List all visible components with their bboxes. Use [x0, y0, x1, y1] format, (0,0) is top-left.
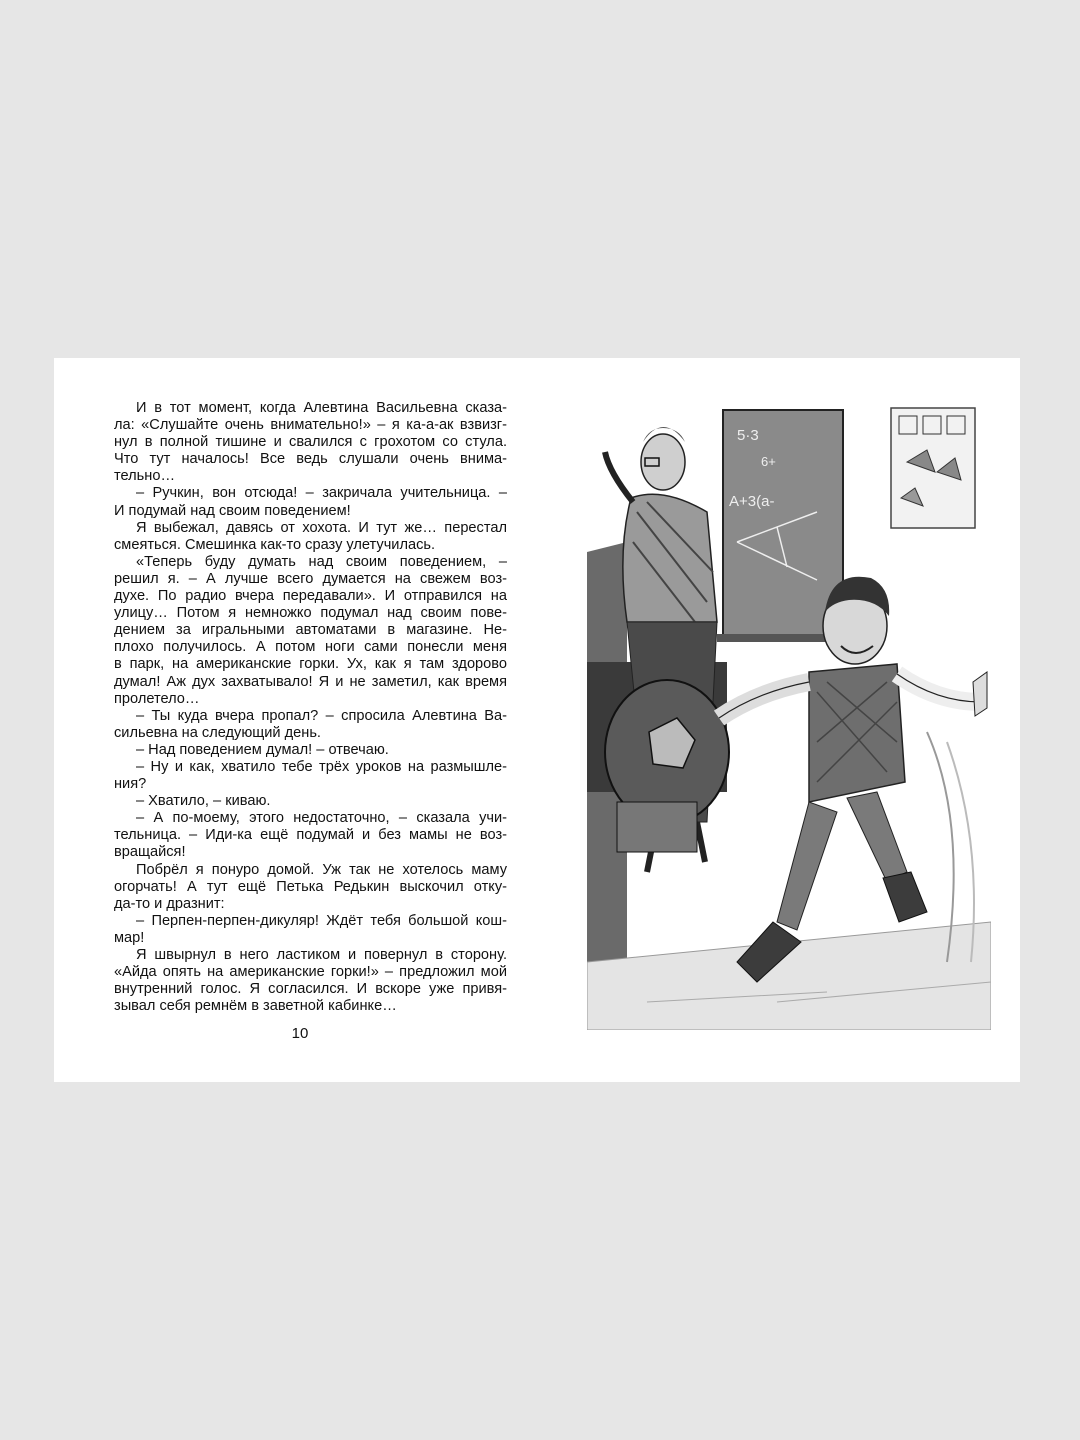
text-line: «Теперь буду думать над своим поведением, –	[136, 553, 507, 570]
wall-poster	[891, 408, 975, 528]
book-spread	[54, 358, 1020, 1082]
text-line: – Над поведением думал! – отвечаю.	[136, 741, 389, 758]
text-line: тельница. – Иди-ка ещё подумай и без мамы не воз-	[114, 827, 507, 844]
text-line: – Ручкин, вон отсюда! – закричала учительница. –	[136, 485, 507, 502]
text-line: да-то и дразнит:	[114, 895, 225, 912]
text-line: мар!	[114, 929, 145, 946]
text-line: – Ты куда вчера пропал? – спросила Алевтина Ва-	[136, 707, 507, 724]
text-line: «Айда опять на американские горки!» – предложил мой	[114, 964, 507, 981]
backpack	[605, 680, 729, 852]
text-line: – А по-моему, этого недостаточно, – сказала учи-	[136, 810, 507, 827]
chalkboard-text-2: 6+	[761, 454, 776, 469]
text-line: пролетело…	[114, 690, 200, 707]
text-line: улицу… Потом я немножко подумал над своим пове-	[114, 605, 507, 622]
text-line: И в тот момент, когда Алевтина Васильевна сказа-	[136, 400, 507, 416]
text-line: решил я. – А лучше всего думается на свежем воз-	[114, 570, 507, 587]
text-line: вращайся!	[114, 844, 186, 861]
text-line: Я выбежал, давясь от хохота. И тут же… перестал	[136, 519, 507, 536]
text-line: зывал себя ремнём в заветной кабинке…	[114, 998, 397, 1015]
chalkboard-text-1: 5·3	[737, 427, 759, 444]
text-line: Что тут началось! Все ведь слушали очень внима-	[114, 451, 507, 468]
text-line: в парк, на американские горки. Ух, как я там здорово	[114, 656, 507, 673]
text-line: думал! Аж дух захватывало! Я и не заметил, как время	[114, 673, 507, 690]
text-line: тельно…	[114, 468, 176, 485]
text-line: плохо получилось. А потом ноги сами понесли меня	[114, 639, 507, 656]
text-line: ния?	[114, 776, 147, 793]
illustration-boy-running-from-classroom	[587, 402, 991, 1030]
chalkboard-text-3: A+3(a-	[729, 493, 775, 510]
text-line: – Хватило, – киваю.	[136, 793, 271, 810]
right-page	[537, 358, 1020, 1082]
text-line: Я швырнул в него ластиком и повернул в сторону.	[136, 947, 507, 963]
page-number: 10	[291, 1025, 309, 1042]
text-line: дением за игральными автоматами в магазине. Не-	[114, 622, 507, 639]
left-page	[54, 358, 537, 1082]
text-line: огорчать! А тут ещё Петька Редькин выскочил отку-	[114, 878, 507, 895]
text-line: И подумай над своим поведением!	[114, 502, 351, 519]
text-line: – Перпен-перпен-дикуляр! Ждёт тебя большой кош-	[136, 912, 507, 929]
text-line: – Ну и как, хватило тебе трёх уроков на размышле-	[136, 758, 507, 775]
text-line: внутренний голос. Я согласился. И вскоре уже привя-	[114, 981, 507, 998]
text-line: нул в полной тишине и свалился с грохотом со стула.	[114, 434, 507, 451]
text-line: смеяться. Смешинка как-то сразу улетучилась.	[114, 536, 436, 553]
text-line: сильевна на следующий день.	[114, 724, 321, 741]
text-line: Побрёл я понуро домой. Уж так не хотелось маму	[136, 861, 507, 878]
text-line: ла: «Слушайте очень внимательно!» – я ка-а-ак взвизг-	[114, 417, 507, 434]
text-line: духе. По радио вчера передавали». И отправился на	[114, 588, 507, 605]
body-text	[114, 400, 507, 1015]
